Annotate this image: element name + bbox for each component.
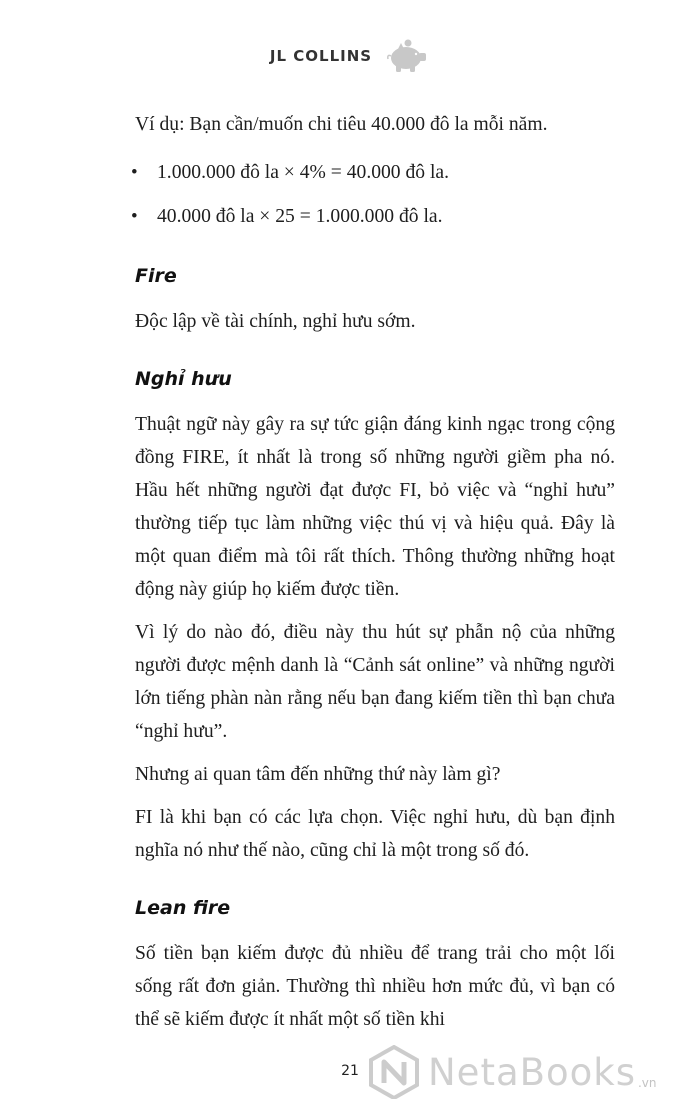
- paragraph: Nhưng ai quan tâm đến những thứ này làm gì?: [135, 764, 501, 785]
- section-heading-fire: Fire: [135, 265, 177, 287]
- section-heading-lean-fire: Lean fire: [135, 897, 231, 919]
- example-bullet-list: [131, 151, 615, 239]
- list-item: [131, 195, 615, 239]
- bullet-text: 1.000.000 đô la × 4% = 40.000 đô la.: [157, 162, 450, 183]
- bullet-icon: •: [131, 206, 138, 227]
- watermark: [368, 1044, 657, 1100]
- page-body: [131, 108, 615, 1046]
- paragraph: FI là khi bạn có các lựa chọn. Việc nghỉ hưu, dù bạn định nghĩa nó như thế nào, cũng chỉ là một trong số đó.: [135, 807, 615, 861]
- netabooks-logo-icon: [368, 1045, 420, 1099]
- author-name: JL COLLINS: [269, 47, 373, 65]
- paragraph: Thuật ngữ này gây ra sự tức giận đáng kinh ngạc trong cộng đồng FIRE, ít nhất là trong số những người giềm pha nó. Hầu hết những người đạt được FI, bỏ việc và “nghỉ hưu” thường tiếp tục làm những việc thú vị và hiệu quả. Đây là một quan điểm mà tôi rất thích. Thông thường những hoạt động này giúp họ kiếm được tiền.: [135, 414, 615, 600]
- paragraph: Vì lý do nào đó, điều này thu hút sự phẫn nộ của những người được mệnh danh là “Cảnh sát online” và những người lớn tiếng phàn nàn rằng nếu bạn đang kiếm tiền thì bạn chưa “nghỉ hưu”.: [135, 622, 615, 742]
- piggy-bank-icon: [384, 38, 430, 74]
- list-item: [131, 151, 615, 195]
- page-number: 21: [341, 1063, 359, 1079]
- section-heading-nghi-huu: Nghỉ hưu: [135, 368, 232, 390]
- example-line: Ví dụ: Bạn cần/muốn chi tiêu 40.000 đô la mỗi năm.: [135, 114, 548, 135]
- bullet-text: 40.000 đô la × 25 = 1.000.000 đô la.: [157, 206, 443, 227]
- bullet-icon: •: [131, 162, 138, 183]
- watermark-domain: .vn: [637, 1076, 657, 1090]
- paragraph: Độc lập về tài chính, nghỉ hưu sớm.: [135, 311, 416, 332]
- running-header: [0, 38, 700, 74]
- watermark-text: NetaBooks: [428, 1050, 636, 1094]
- paragraph: Số tiền bạn kiếm được đủ nhiều để trang trải cho một lối sống rất đơn giản. Thường thì nhiều hơn mức đủ, vì bạn có thể sẽ kiếm được ít nhất một số tiền khi: [135, 943, 615, 1030]
